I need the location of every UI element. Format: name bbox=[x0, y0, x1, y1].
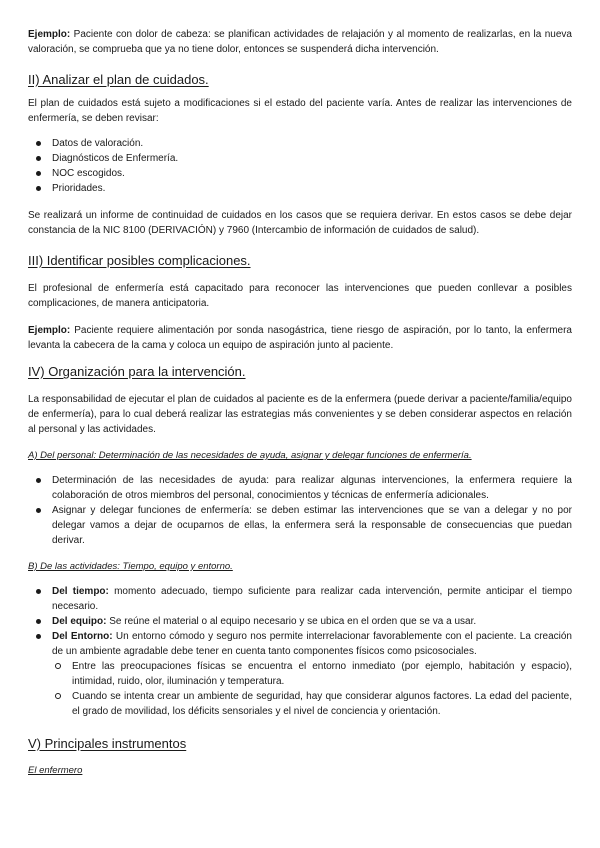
environment-sublist bbox=[52, 659, 572, 719]
item-text: momento adecuado, tiempo suficiente para realizar cada intervención, permite anticipar el tiempo necesario. bbox=[52, 586, 573, 612]
list-item: Asignar y delegar funciones de enfermería: se deben estimar las intervenciones que se van a delegar y no por delegar vamos a dejar de ocuparnos de ellas, la enfermera será la responsable de consecuencias que puedan derivar. bbox=[28, 503, 572, 548]
list-item bbox=[28, 584, 572, 614]
section-iv-intro: La responsabilidad de ejecutar el plan de cuidados al paciente es de la enfermera (puede derivar a paciente/familia/equipo de enfermería), para lo cual deberá realizar las estrategias más convenientes y se deben considerar aspectos en relación al personal y las actividades. bbox=[28, 394, 572, 435]
example-text: Paciente con dolor de cabeza: se planifican actividades de relajación y al momento de realizarlas, en la nueva valoración, se comprueba que ya no tiene dolor, entonces se suspenderá dicha intervención. bbox=[28, 29, 572, 55]
review-list bbox=[28, 136, 572, 196]
subsection-heading-nurse: El enfermero bbox=[28, 765, 83, 776]
section-ii-intro: El plan de cuidados está sujeto a modificaciones si el estado del paciente varía. Antes de realizar las intervenciones de enfermería, se deben revisar: bbox=[28, 98, 572, 124]
example-paragraph-1 bbox=[28, 27, 572, 57]
item-text: Se reúne el material o al equipo necesario y se ubica en el orden que se va a usar. bbox=[106, 616, 477, 627]
list-item bbox=[28, 614, 572, 629]
list-item: Datos de valoración. bbox=[28, 136, 572, 151]
subsection-heading-a: A) Del personal: Determinación de las necesidades de ayuda, asignar y delegar funciones de enfermería. bbox=[28, 450, 472, 461]
example-label: Ejemplo: bbox=[28, 325, 71, 336]
section-heading-v: V) Principales instrumentos bbox=[28, 736, 187, 751]
subsection-heading-b: B) De las actividades: Tiempo, equipo y entorno. bbox=[28, 561, 233, 572]
activities-list bbox=[28, 584, 572, 659]
list-item bbox=[28, 629, 572, 659]
personnel-list bbox=[28, 473, 572, 548]
section-heading-ii: II) Analizar el plan de cuidados. bbox=[28, 72, 209, 87]
section-heading-iv: IV) Organización para la intervención. bbox=[28, 364, 246, 379]
example-label: Ejemplo: bbox=[28, 29, 71, 40]
sublist-item: Cuando se intenta crear un ambiente de seguridad, hay que considerar algunos factores. La edad del paciente, el grado de movilidad, los déficits sensoriales y el nivel de conciencia y orientación. bbox=[52, 689, 572, 719]
item-label: Del equipo: bbox=[52, 616, 107, 627]
list-item: Diagnósticos de Enfermería. bbox=[28, 151, 572, 166]
item-text: Un entorno cómodo y seguro nos permite interrelacionar favorablemente con el paciente. La creación de un ambiente agradable debe tener en cuenta tanto componentes físicos como psicosociales. bbox=[52, 631, 572, 657]
section-heading-iii: III) Identificar posibles complicaciones. bbox=[28, 253, 251, 268]
list-item: Prioridades. bbox=[28, 181, 572, 196]
section-ii-closing: Se realizará un informe de continuidad de cuidados en los casos que se requiera derivar. En estos casos se debe dejar constancia de la NIC 8100 (DERIVACIÓN) y 7960 (Intercambio de información de cuidados de salud). bbox=[28, 210, 572, 236]
item-label: Del Entorno: bbox=[52, 631, 113, 642]
sublist-item: Entre las preocupaciones físicas se encuentra el entorno inmediato (por ejemplo, habitación y espacio), intimidad, ruido, olor, iluminación y temperatura. bbox=[52, 659, 572, 689]
example-paragraph-2 bbox=[28, 323, 572, 353]
section-iii-intro: El profesional de enfermería está capacitado para reconocer las intervenciones que pueden conllevar a posibles complicaciones, de manera anticipatoria. bbox=[28, 283, 572, 309]
example-text: Paciente requiere alimentación por sonda nasogástrica, tiene riesgo de aspiración, por lo tanto, la enfermera levanta la cabecera de la cama y coloca un equipo de aspiración junto al paciente. bbox=[28, 325, 572, 351]
item-label: Del tiempo: bbox=[52, 586, 109, 597]
list-item: NOC escogidos. bbox=[28, 166, 572, 181]
list-item: Determinación de las necesidades de ayuda: para realizar algunas intervenciones, la enfermera requiere la colaboración de otros miembros del personal, conocimientos y técnicas de enfermería adicionales. bbox=[28, 473, 572, 503]
